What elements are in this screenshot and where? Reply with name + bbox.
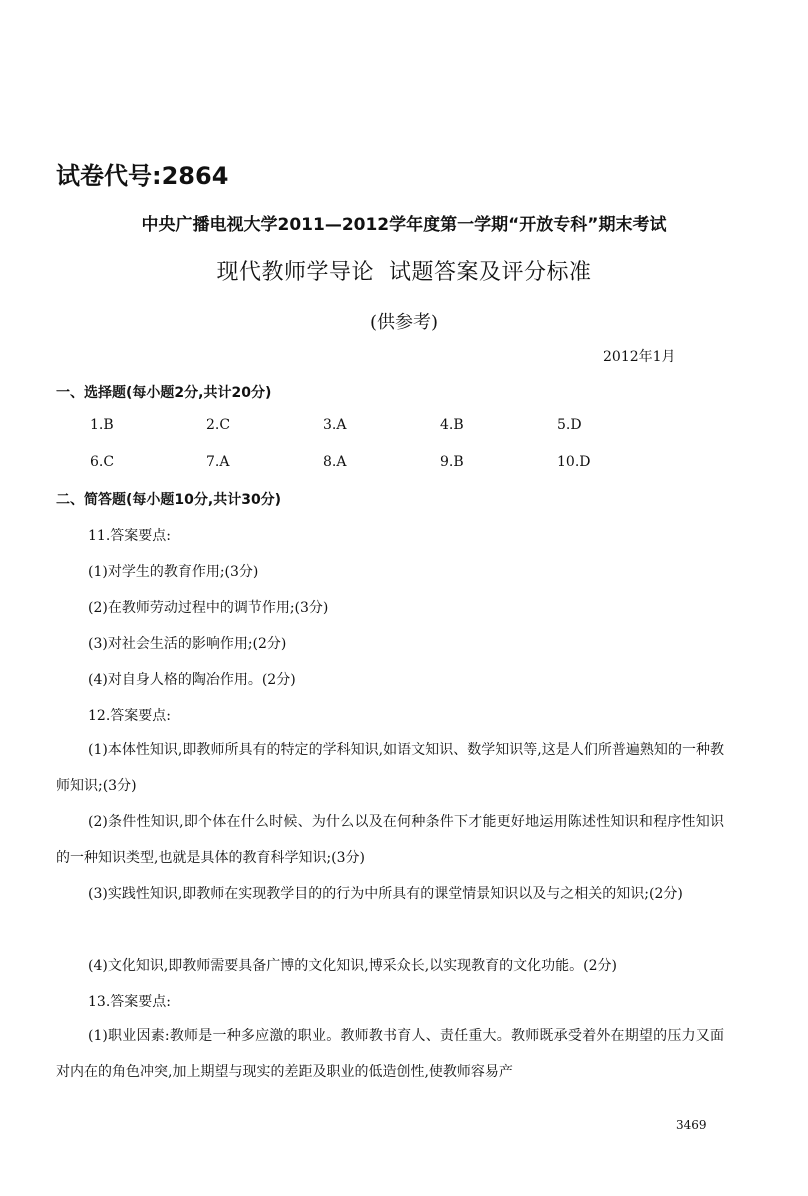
q11-point: (1)对学生的教育作用;(3分) xyxy=(88,564,259,580)
q12-point: (4)文化知识,即教师需要具备广博的文化知识,博采众长,以实现教育的文化功能。(2分) xyxy=(88,958,618,974)
answer-item: 5.D xyxy=(557,417,582,433)
answer-item: 1.B xyxy=(90,417,114,433)
exam-date: 2012年1月 xyxy=(603,349,676,365)
q12-point: (2)条件性知识,即个体在什么时候、为什么以及在何种条件下才能更好地运用陈述性知识和程序性知识的一种知识类型,也就是具体的教育科学知识;(3分) xyxy=(56,814,724,866)
answer-item: 4.B xyxy=(440,417,464,433)
q11-point: (4)对自身人格的陶冶作用。(2分) xyxy=(88,672,296,688)
course-title: 现代教师学导论 试题答案及评分标准 xyxy=(216,260,592,285)
reference-note: (供参考) xyxy=(369,312,439,333)
answer-item: 9.B xyxy=(440,454,464,470)
section1-heading: 一、选择题(每小题2分,共计20分) xyxy=(56,385,272,401)
university-title: 中央广播电视大学2011—2012学年度第一学期“开放专科”期末考试 xyxy=(141,215,667,235)
q13-point: (1)职业因素:教师是一种多应激的职业。教师教书育人、责任重大。教师既承受着外在期望的压力又面对内在的角色冲突,加上期望与现实的差距及职业的低造创性,使教师容易产 xyxy=(56,1028,724,1080)
answer-item: 10.D xyxy=(557,454,591,470)
answer-item: 6.C xyxy=(90,454,115,470)
section2-heading: 二、简答题(每小题10分,共计30分) xyxy=(56,492,282,508)
page-number: 3469 xyxy=(676,1118,707,1132)
q13-label: 13.答案要点: xyxy=(88,994,171,1010)
q11-label: 11.答案要点: xyxy=(88,528,171,544)
answer-item: 2.C xyxy=(206,417,231,433)
exam-code: 试卷代号:2864 xyxy=(56,162,229,190)
q11-point: (3)对社会生活的影响作用;(2分) xyxy=(88,636,287,652)
q12-label: 12.答案要点: xyxy=(88,708,171,724)
q12-point: (1)本体性知识,即教师所具有的特定的学科知识,如语文知识、数学知识等,这是人们所普遍熟知的一种教师知识;(3分) xyxy=(56,742,724,794)
answer-item: 7.A xyxy=(206,454,230,470)
answer-item: 3.A xyxy=(323,417,347,433)
q11-point: (2)在教师劳动过程中的调节作用;(3分) xyxy=(88,600,329,616)
answer-item: 8.A xyxy=(323,454,347,470)
q12-point: (3)实践性知识,即教师在实现教学目的的行为中所具有的课堂情景知识以及与之相关的知识;(2分) xyxy=(88,886,683,902)
